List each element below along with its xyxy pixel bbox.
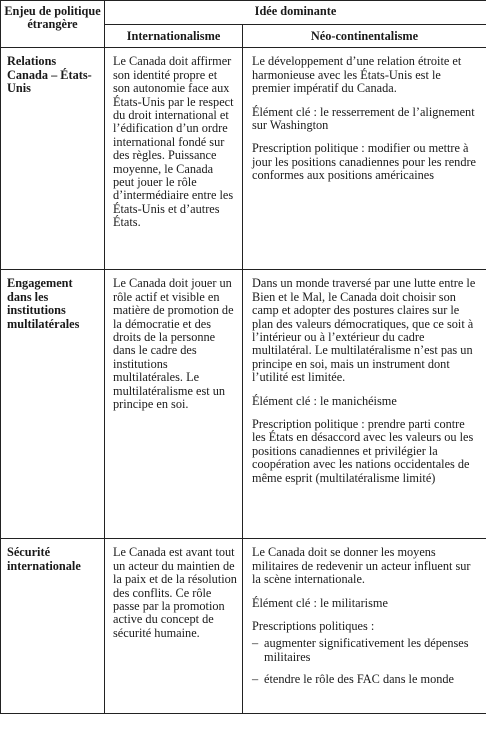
- neo-prescription: Prescriptions politiques :: [252, 619, 375, 634]
- dash-marker: –: [252, 672, 259, 687]
- header-enjeu: Enjeu de politique étrangère: [1, 1, 105, 48]
- list-item-text: augmenter significativement les dépenses militaires: [264, 636, 469, 664]
- list-item: [252, 637, 480, 664]
- header-row-top: [1, 1, 486, 25]
- neo-element-cle: Élément clé : le manichéisme: [252, 393, 397, 408]
- neo-description: Dans un monde traversé par une lutte entre le Bien et le Mal, le Canada doit choisir son camp et adopter des postures claires sur le plan des valeurs démocratiques, que ce soit à l’intérieur ou à l’extérieur du cadre multilatéral. Le multilatéralisme n’est pas un principe en soi, mais un instrument dont l’utilité est limitée.: [252, 276, 476, 385]
- table-row: [1, 539, 486, 714]
- row-internationalisme: Le Canada est avant tout un acteur du maintien de la paix et de la résolution des conflits. Ce rôle passe par la promotion active du concept de sécurité humaine.: [105, 539, 243, 714]
- row-neo-continentalisme: [243, 270, 486, 539]
- row-neo-continentalisme: [243, 539, 486, 714]
- dash-marker: –: [252, 636, 259, 651]
- header-idee-dominante: Idée dominante: [105, 1, 486, 25]
- neo-prescription: Prescription politique : prendre parti contre les États en désaccord avec les valeurs ou les positions canadiennes et privilégier la coopération avec les nations occidentales de même esprit (multilatéralisme limité): [252, 417, 474, 485]
- neo-element-cle: Élément clé : le militarisme: [252, 595, 388, 610]
- row-neo-continentalisme: [243, 48, 486, 270]
- row-internationalisme: Le Canada doit jouer un rôle actif et visible en matière de promotion de la démocratie et des droits de la personne dans le cadre des institutions multilatérales. Le multilatéralisme est un principe en soi.: [105, 270, 243, 539]
- row-topic: Engagement dans les institutions multilatérales: [1, 270, 105, 539]
- neo-description: Le Canada doit se donner les moyens militaires de redevenir un acteur influent sur la scène internationale.: [252, 545, 471, 587]
- list-item-text: étendre le rôle des FAC dans le monde: [264, 672, 454, 687]
- row-topic: Relations Canada – États-Unis: [1, 48, 105, 270]
- neo-element-cle: Élément clé : le resserrement de l’alignement sur Washington: [252, 104, 475, 133]
- list-item: [252, 673, 480, 686]
- table-row: [1, 48, 486, 270]
- row-topic: Sécurité internationale: [1, 539, 105, 714]
- row-internationalisme: Le Canada doit affirmer son identité propre et son autonomie face aux États-Unis par le respect du droit international et l’édification d’un ordre international fondé sur des règles. Puissance moyenne, le Canada peut jouer le rôle d’intermédiaire entre les États-Unis et d’autres États.: [105, 48, 243, 270]
- prescription-list: [252, 637, 480, 686]
- table-row: [1, 270, 486, 539]
- neo-prescription: Prescription politique : modifier ou mettre à jour les positions canadiennes pour les rendre conformes aux positions américaines: [252, 141, 477, 183]
- header-neo-continentalisme: Néo-continentalisme: [243, 25, 486, 48]
- neo-description: Le développement d’une relation étroite et harmonieuse avec les États-Unis est le premier impératif du Canada.: [252, 54, 462, 96]
- header-internationalisme: Internationalisme: [105, 25, 243, 48]
